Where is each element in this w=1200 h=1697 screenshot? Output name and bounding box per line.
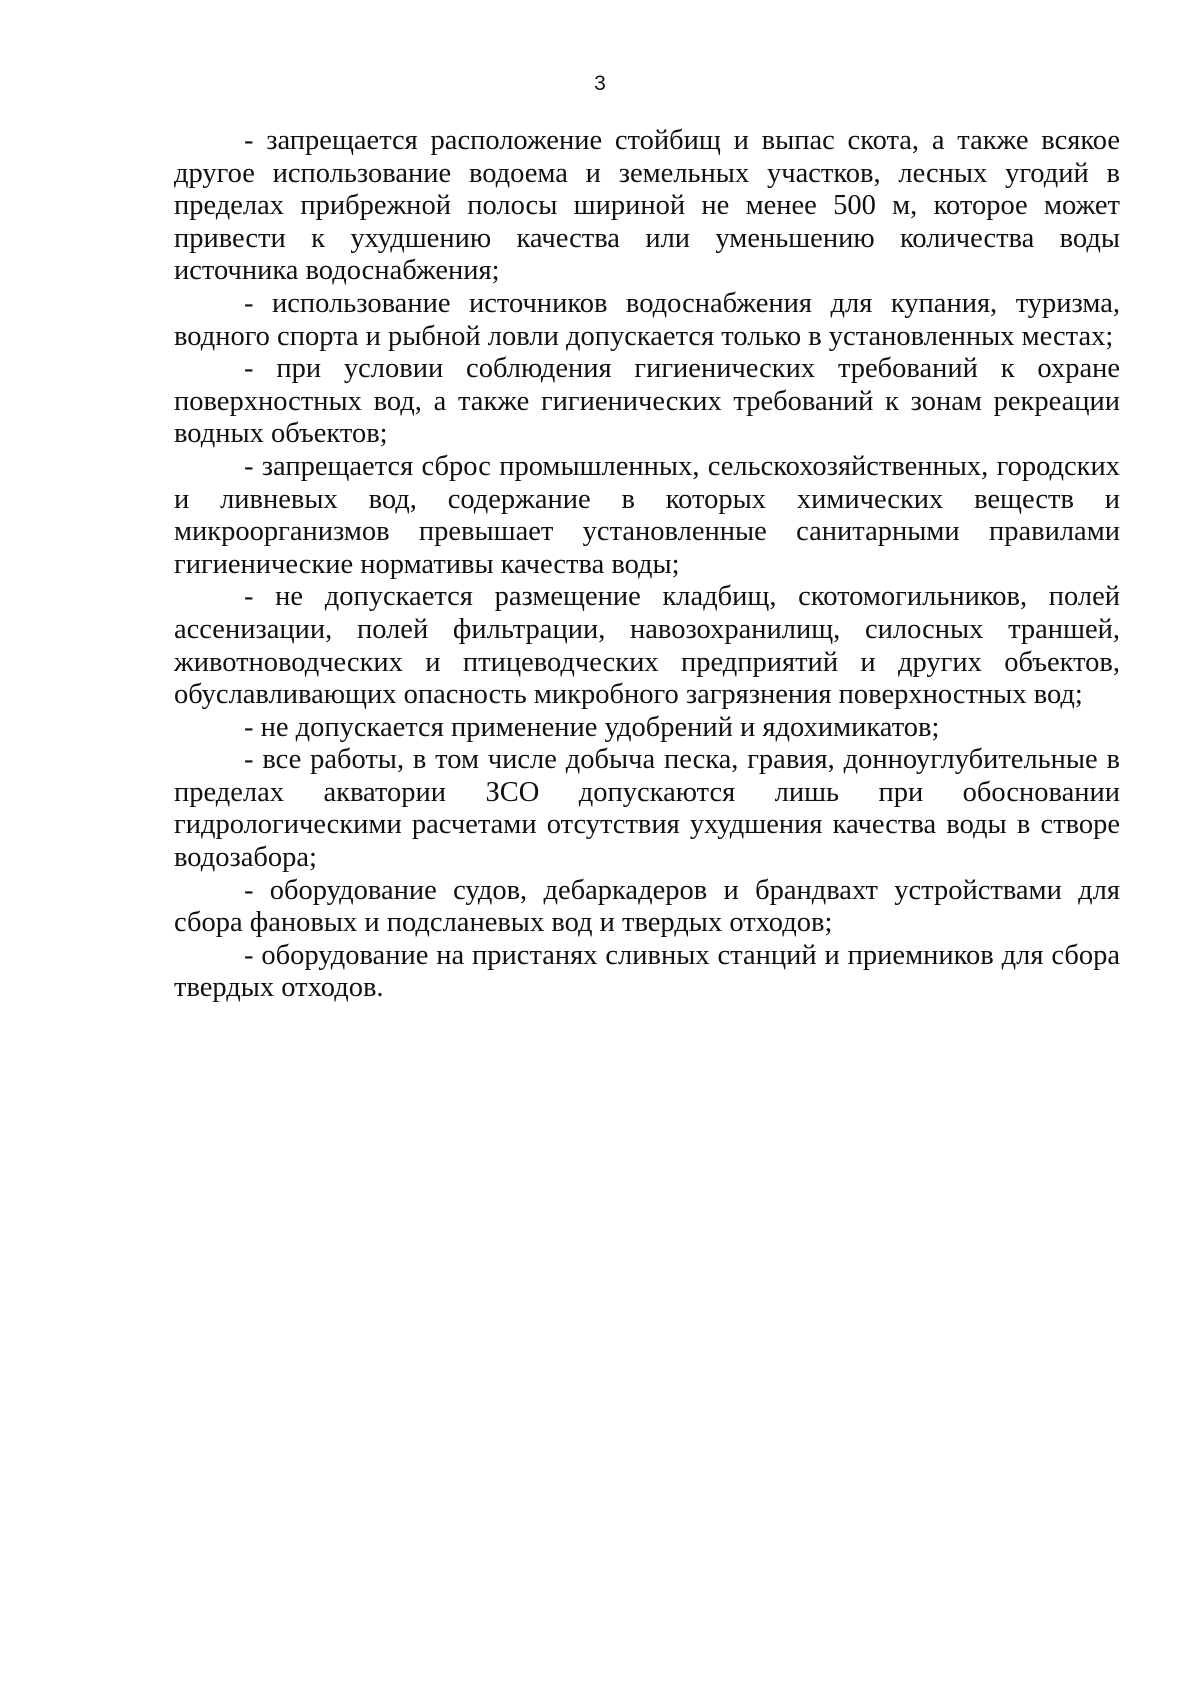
list-item: - все работы, в том числе добыча песка, гравия, донноуглубительные в пределах акватории ЗСО допускаются лишь при обосновании гидрологическими расчетами отсутствия ухудшения качества воды в створе водозабора; (174, 744, 1120, 874)
page-number: 3 (594, 72, 606, 95)
list-item: - оборудование судов, дебаркадеров и брандвахт устройствами для сбора фановых и подсланевых вод и твердых отходов; (174, 874, 1120, 939)
list-item: - запрещается сброс промышленных, сельскохозяйственных, городских и ливневых вод, содержание в которых химических веществ и микроорганизмов превышает установленные санитарными правилами гигиенические нормативы качества воды; (174, 450, 1120, 580)
list-item: - оборудование на пристанях сливных станций и приемников для сбора твердых отходов. (174, 939, 1120, 1004)
document-body (174, 125, 1120, 1005)
list-item: - при условии соблюдения гигиенических требований к охране поверхностных вод, а также гигиенических требований к зонам рекреации водных объектов; (174, 353, 1120, 450)
list-item: - не допускается размещение кладбищ, скотомогильников, полей ассенизации, полей фильтрации, навозохранилищ, силосных траншей, животноводческих и птицеводческих предприятий и других объектов, обуславливающих опасность микробного загрязнения поверхностных вод; (174, 581, 1120, 711)
list-item: - запрещается расположение стойбищ и выпас скота, а также всякое другое использование водоема и земельных участков, лесных угодий в пределах прибрежной полосы шириной не менее 500 м, которое может привести к ухудшению качества или уменьшению количества воды источника водоснабжения; (174, 125, 1120, 287)
list-item: - не допускается применение удобрений и ядохимикатов; (244, 711, 940, 743)
list-item: - использование источников водоснабжения для купания, туризма, водного спорта и рыбной ловли допускается только в установленных местах; (174, 287, 1120, 352)
